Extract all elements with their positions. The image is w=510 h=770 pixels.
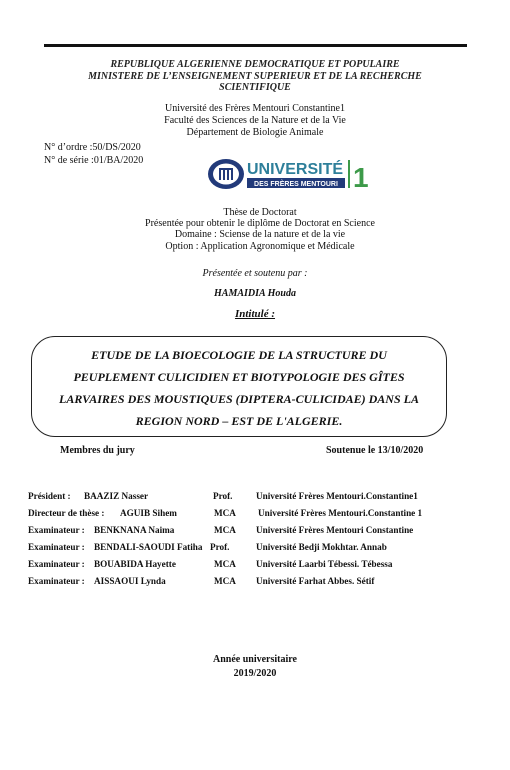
jury-row	[28, 576, 458, 588]
top-rule	[44, 44, 467, 47]
jury-grade: MCA	[214, 559, 236, 569]
jury-grade: Prof.	[213, 491, 233, 501]
thesis-info	[120, 207, 400, 252]
jury-role: Examinateur :	[28, 525, 85, 535]
logo-emblem-column	[229, 170, 231, 180]
logo-subtitle: DES FRÈRES MENTOURI	[254, 181, 338, 188]
jury-institution: Université Bedji Mokhtar. Annab	[256, 542, 387, 552]
jury-institution: Université Farhat Abbes. Sétif	[256, 576, 375, 586]
thesis-title-line-2: PEUPLEMENT CULICIDIEN ET BIOTYPOLOGIE DES GÎTES	[73, 370, 405, 384]
jury-institution: Université Frères Mentouri Constantine	[256, 525, 414, 535]
department-name: Département de Biologie Animale	[186, 127, 324, 138]
thesis-title	[36, 344, 442, 432]
academic-year-value: 2019/2020	[233, 668, 277, 679]
jury-institution: Université Frères Mentouri.Constantine 1	[258, 508, 423, 518]
thesis-option: Option : Application Agronomique et Médicale	[165, 240, 355, 252]
jury-row	[28, 559, 458, 571]
jury-row	[28, 542, 458, 554]
jury-role: Examinateur :	[28, 559, 85, 569]
defense-date: Soutenue le 13/10/2020	[326, 445, 424, 456]
presented-by-label: Présentée et soutenu par :	[202, 268, 308, 279]
jury-member-name: BENKNANA Naima	[94, 525, 175, 535]
jury-institution: Université Laarbi Tébessi. Tébessa	[256, 559, 393, 569]
thesis-title-line-3: LARVAIRES DES MOUSTIQUES (DIPTERA-CULICIDAE) DANS LA	[59, 392, 419, 406]
logo-emblem-column	[221, 170, 223, 180]
academic-year	[150, 653, 360, 681]
faculty-name: Faculté des Sciences de la Nature et de la Vie	[164, 115, 346, 126]
jury-member-name: BAAZIZ Nasser	[84, 491, 149, 501]
serial-number: N° de série :01/BA/2020	[44, 155, 144, 166]
header-line-3: SCIENTIFIQUE	[219, 82, 291, 93]
logo-number: 1	[353, 162, 369, 193]
jury-grade: MCA	[214, 576, 236, 586]
jury-grade: MCA	[214, 525, 236, 535]
institution-block	[120, 103, 390, 139]
jury-grade: MCA	[214, 508, 236, 518]
ministry-header	[60, 59, 450, 94]
jury-member-name: AISSAOUI Lynda	[94, 576, 166, 586]
jury-row	[28, 508, 458, 520]
jury-role: Examinateur :	[28, 576, 85, 586]
jury-grade: Prof.	[210, 542, 230, 552]
jury-institution: Université Frères Mentouri.Constantine1	[256, 491, 418, 501]
academic-year-label: Année universitaire	[213, 654, 297, 665]
jury-role: Président :	[28, 491, 71, 501]
header-line-2: MINISTERE DE L’ENSEIGNEMENT SUPERIEUR ET DE LA RECHERCHE	[88, 70, 422, 82]
order-number: N° d’ordre :50/DS/2020	[44, 142, 141, 153]
jury-heading: Membres du jury	[60, 445, 135, 456]
university-logo-graphic	[206, 155, 376, 193]
thesis-title-line-1: ETUDE DE LA BIOECOLOGIE DE LA STRUCTURE DU	[91, 348, 387, 362]
thesis-title-line-4: REGION NORD – EST DE L'ALGERIE.	[135, 414, 343, 428]
jury-role: Examinateur :	[28, 542, 85, 552]
logo-divider	[348, 160, 350, 188]
logo-word: UNIVERSITÉ	[247, 161, 344, 178]
author-name: HAMAIDIA Houda	[214, 288, 296, 299]
title-heading: Intitulé :	[234, 308, 276, 320]
jury-role: Directeur de thèse :	[28, 508, 105, 518]
jury-member-name: AGUIB Sihem	[120, 508, 177, 518]
jury-row	[28, 525, 458, 537]
university-name: Université des Frères Mentouri Constantine1	[165, 103, 345, 114]
jury-row	[28, 491, 458, 503]
thesis-purpose: Présentée pour obtenir le diplôme de Doctorat en Science	[145, 218, 375, 230]
university-logo	[206, 155, 376, 193]
thesis-domain: Domaine : Sciense de la nature et de la vie	[174, 229, 346, 241]
jury-member-name: BOUABIDA Hayette	[94, 559, 176, 569]
logo-emblem-column	[225, 170, 227, 180]
thesis-type: Thèse de Doctorat	[223, 207, 297, 218]
reference-numbers	[44, 141, 143, 167]
jury-member-name: BENDALI-SAOUDI Fatiha	[94, 542, 203, 552]
header-line-1: REPUBLIQUE ALGERIENNE DEMOCRATIQUE ET POPULAIRE	[110, 59, 400, 70]
